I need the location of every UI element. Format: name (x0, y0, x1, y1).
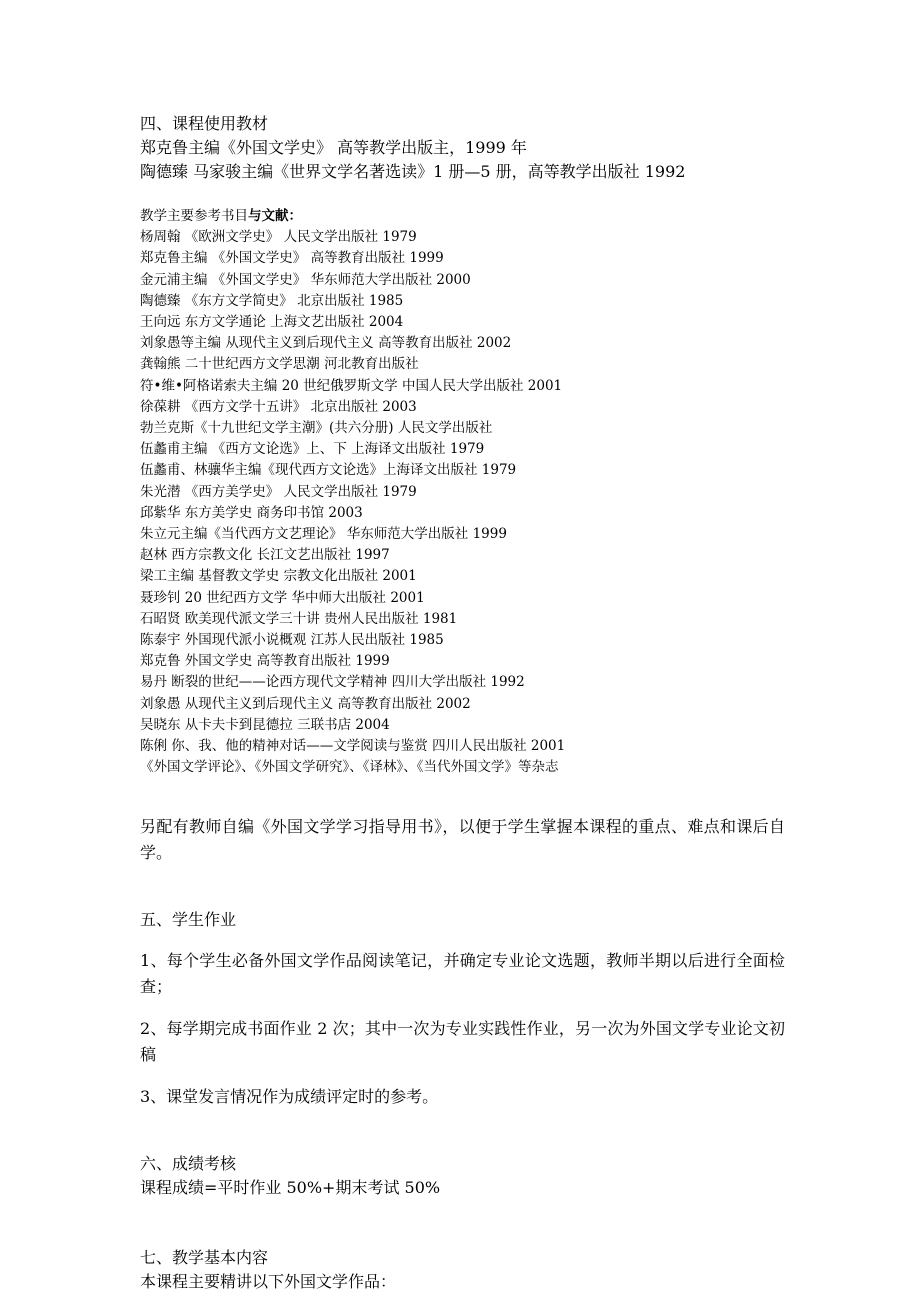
assignment-item: 2、每学期完成书面作业 2 次；其中一次为专业实践性作业，另一次为外国文学专业论文初稿 (140, 1019, 785, 1065)
references-heading-bold: 与文献： (248, 208, 302, 224)
reference-item: 徐葆耕 《西方文学十五讲》 北京出版社 2003 (140, 398, 417, 415)
reference-item: 伍蠡甫主编 《西方文论选》上、下 上海译文出版社 1979 (140, 441, 485, 458)
references-heading (140, 206, 785, 227)
grading-formula: 课程成绩=平时作业 50%+期末考试 50% (140, 1178, 441, 1198)
reference-item: 《外国文学评论》、《外国文学研究》、《译林》、《当代外国文学》等杂志 (140, 759, 559, 776)
reference-item: 符•维•阿格诺索夫主编 20 世纪俄罗斯文学 中国人民大学出版社 2001 (140, 377, 563, 394)
reference-item: 金元浦主编 《外国文学史》 华东师范大学出版社 2000 (140, 271, 471, 288)
reference-item: 朱立元主编《当代西方文艺理论》 华东师范大学出版社 1999 (140, 526, 507, 543)
section4-heading: 四、课程使用教材 (140, 114, 269, 133)
section6-heading: 六、成绩考核 (140, 1154, 237, 1174)
reference-item: 易丹 断裂的世纪——论西方现代文学精神 四川大学出版社 1992 (140, 674, 525, 691)
reference-item: 杨周翰 《欧洲文学史》 人民文学出版社 1979 (140, 229, 417, 246)
reference-item: 龚翰熊 二十世纪西方文学思潮 河北教育出版社 (140, 356, 419, 373)
reference-item: 刘象愚等主编 从现代主义到后现代主义 高等教育出版社 2002 (140, 335, 512, 352)
reference-item: 朱光潜 《西方美学史》 人民文学出版社 1979 (140, 483, 417, 500)
assignment-list (140, 948, 785, 1110)
reference-item: 郑克鲁 外国文学史 高等教育出版社 1999 (140, 653, 390, 670)
reference-item: 陶德臻 《东方文学简史》 北京出版社 1985 (140, 292, 404, 309)
reference-item: 勃兰克斯《十九世纪文学主潮》(共六分册) 人民文学出版社 (140, 420, 493, 437)
reference-item: 吴晓东 从卡夫卡到昆德拉 三联书店 2004 (140, 716, 390, 733)
reference-item: 陈泰宇 外国现代派小说概观 江苏人民出版社 1985 (140, 632, 444, 649)
references-heading-normal: 教学主要参考书目 (140, 208, 248, 224)
reference-item: 聂珍钊 20 世纪西方文学 华中师大出版社 2001 (140, 589, 425, 606)
reference-item: 梁工主编 基督教文学史 宗教文化出版社 2001 (140, 568, 417, 585)
reference-item: 陈俐 你、我、他的精神对话——文学阅读与鉴赏 四川人民出版社 2001 (140, 738, 566, 755)
reference-item: 王向远 东方文学通论 上海文艺出版社 2004 (140, 314, 404, 331)
assignment-item: 3、课堂发言情况作为成绩评定时的参考。 (140, 1087, 439, 1107)
reference-list (140, 227, 785, 778)
reference-item: 石昭贤 欧美现代派文学三十讲 贵州人民出版社 1981 (140, 610, 458, 627)
section5-heading: 五、学生作业 (140, 910, 237, 930)
section7-intro: 本课程主要精讲以下外国文学作品： (140, 1272, 397, 1292)
section7-heading: 七、教学基本内容 (140, 1248, 269, 1268)
textbook-item: 郑克鲁主编《外国文学史》 高等教学出版主，1999 年 (140, 138, 527, 157)
textbook-item: 陶德臻 马家骏主编《世界文学名著选读》1 册—5 册，高等教学出版社 1992 (140, 162, 686, 181)
reference-item: 刘象愚 从现代主义到后现代主义 高等教育出版社 2002 (140, 695, 471, 712)
textbook-list (140, 136, 785, 184)
document-page (140, 112, 785, 1294)
reference-item: 赵林 西方宗教文化 长江文艺出版社 1997 (140, 547, 390, 564)
guide-note: 另配有教师自编《外国文学学习指导用书》，以便于学生掌握本课程的重点、难点和课后自学。 (140, 817, 785, 863)
reference-item: 伍蠡甫、林骧华主编《现代西方文论选》上海译文出版社 1979 (140, 462, 517, 479)
reference-item: 邱紫华 东方美学史 商务印书馆 2003 (140, 504, 363, 521)
reference-item: 郑克鲁主编 《外国文学史》 高等教育出版社 1999 (140, 250, 444, 267)
assignment-item: 1、每个学生必备外国文学作品阅读笔记，并确定专业论文选题，教师半期以后进行全面检查； (140, 951, 785, 997)
